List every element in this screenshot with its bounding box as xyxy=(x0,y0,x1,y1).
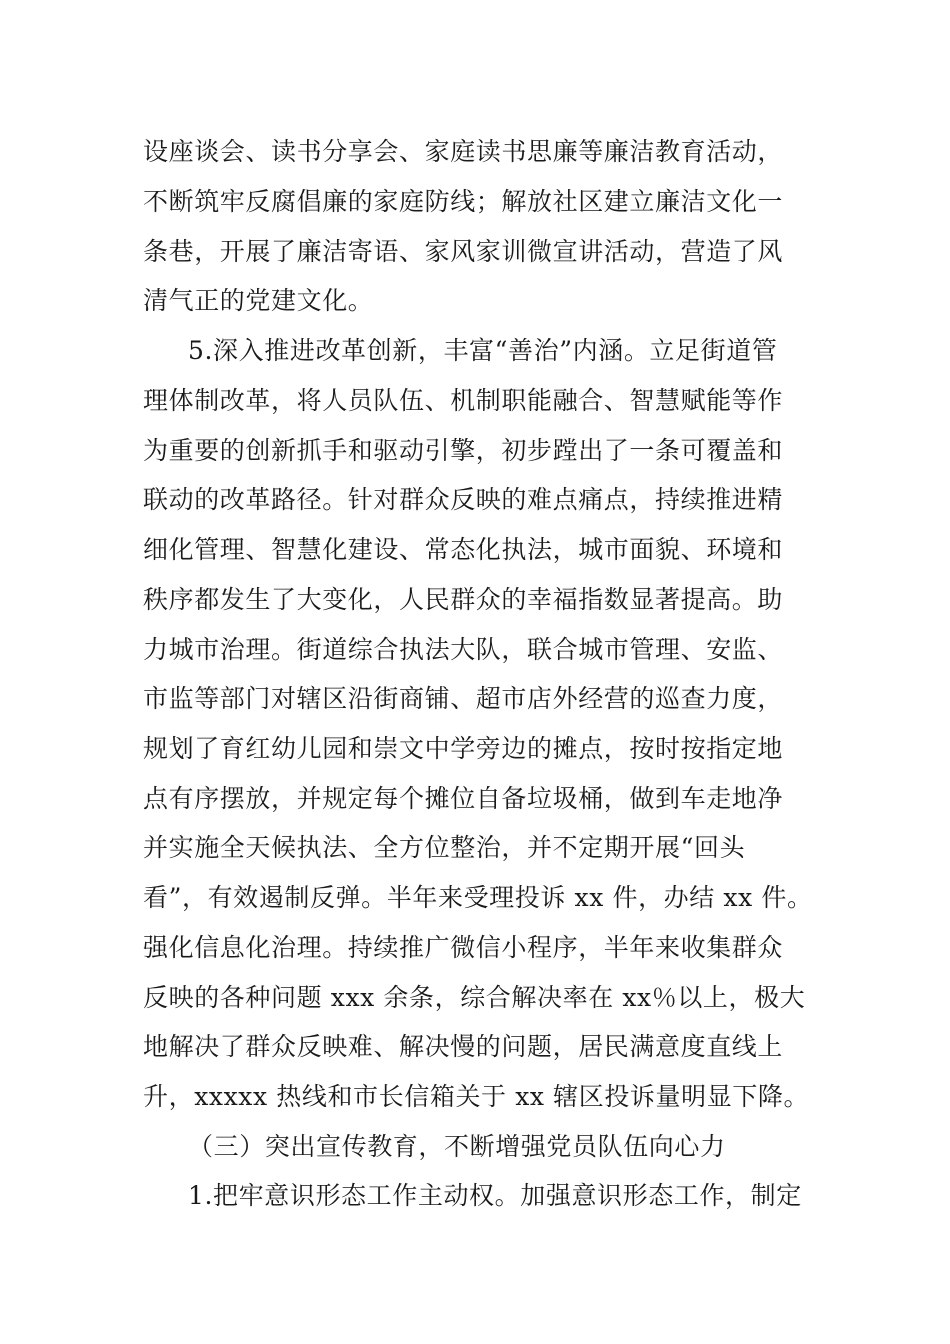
text-line: 反映的各种问题 xxx 余条，综合解决率在 xx％以上，极大 xyxy=(143,983,806,1012)
text-line: 清气正的党建文化。 xyxy=(143,286,374,315)
text-line: 市监等部门对辖区沿街商铺、超市店外经营的巡查力度， xyxy=(143,684,784,713)
text-line: 细化管理、智慧化建设、常态化执法，城市面貌、环境和 xyxy=(143,535,784,564)
text-line: 为重要的创新抓手和驱动引擎，初步蹚出了一条可覆盖和 xyxy=(143,436,784,465)
text-line: 强化信息化治理。持续推广微信小程序，半年来收集群众 xyxy=(143,933,784,962)
text-line: 点有序摆放，并规定每个摊位自备垃圾桶，做到车走地净 xyxy=(143,784,784,813)
text-line: 力城市治理。街道综合执法大队，联合城市管理、安监、 xyxy=(143,635,784,664)
text-line: 设座谈会、读书分享会、家庭读书思廉等廉洁教育活动， xyxy=(143,137,784,166)
text-line: 升，xxxxx 热线和市长信箱关于 xx 辖区投诉量明显下降。 xyxy=(143,1082,810,1111)
text-line: 规划了育红幼儿园和崇文中学旁边的摊点，按时按指定地 xyxy=(143,734,784,763)
text-line: 看”，有效遏制反弹。半年来受理投诉 xx 件，办结 xx 件。 xyxy=(143,883,813,912)
text-line: 条巷，开展了廉洁寄语、家风家训微宣讲活动，营造了风 xyxy=(143,237,784,266)
text-line: 并实施全天候执法、全方位整治，并不定期开展“回头 xyxy=(143,833,746,862)
paragraph-heading: 5.深入推进改革创新，丰富“善治”内涵。立足街道管 xyxy=(188,336,778,365)
text-line: 联动的改革路径。针对群众反映的难点痛点，持续推进精 xyxy=(143,485,784,514)
section-heading: （三）突出宣传教育，不断增强党员队伍向心力 xyxy=(188,1132,726,1161)
text-line: 理体制改革，将人员队伍、机制职能融合、智慧赋能等作 xyxy=(143,386,784,415)
paragraph-heading: 1.把牢意识形态工作主动权。加强意识形态工作，制定 xyxy=(188,1181,802,1210)
text-line: 秩序都发生了大变化，人民群众的幸福指数显著提高。助 xyxy=(143,585,784,614)
text-line: 地解决了群众反映难、解决慢的问题，居民满意度直线上 xyxy=(143,1032,784,1061)
text-line: 不断筑牢反腐倡廉的家庭防线；解放社区建立廉洁文化一 xyxy=(143,187,784,216)
